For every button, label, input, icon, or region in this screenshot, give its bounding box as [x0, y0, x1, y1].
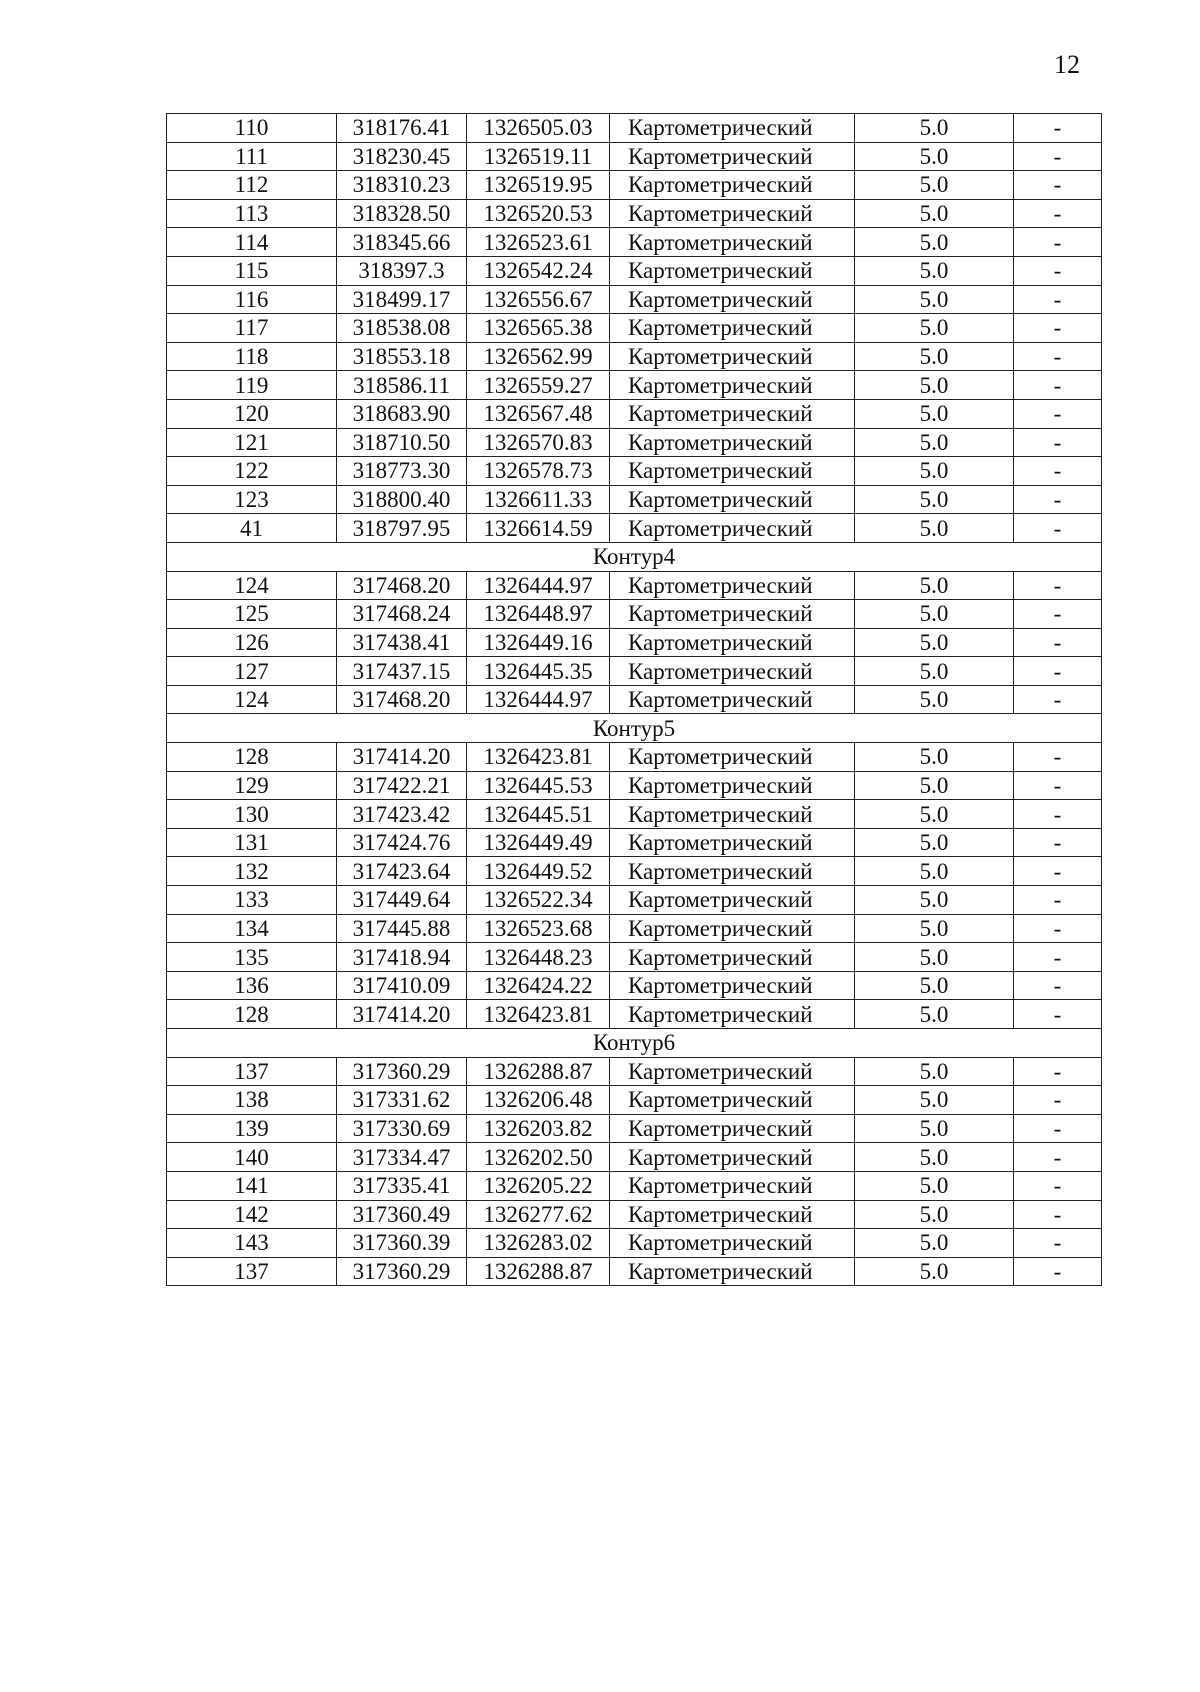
table-row	[167, 1114, 1102, 1143]
accuracy-cell: 5.0	[855, 1143, 1014, 1172]
point-number-cell: 130	[167, 800, 337, 829]
y-coordinate-cell: 1326445.35	[467, 657, 610, 686]
point-number-cell: 113	[167, 199, 337, 228]
x-coordinate-cell: 317410.09	[337, 971, 467, 1000]
x-coordinate-cell: 318176.41	[337, 114, 467, 143]
method-cell: Картометрический	[610, 256, 855, 285]
note-cell: -	[1014, 457, 1102, 486]
accuracy-cell: 5.0	[855, 457, 1014, 486]
accuracy-cell: 5.0	[855, 171, 1014, 200]
contour-title: Контур4	[167, 542, 1102, 571]
method-cell: Картометрический	[610, 457, 855, 486]
x-coordinate-cell: 317335.41	[337, 1171, 467, 1200]
table-row	[167, 914, 1102, 943]
x-coordinate-cell: 318328.50	[337, 199, 467, 228]
table-row	[167, 685, 1102, 714]
table-row	[167, 371, 1102, 400]
y-coordinate-cell: 1326519.95	[467, 171, 610, 200]
y-coordinate-cell: 1326505.03	[467, 114, 610, 143]
table-row	[167, 1257, 1102, 1286]
x-coordinate-cell: 318586.11	[337, 371, 467, 400]
accuracy-cell: 5.0	[855, 428, 1014, 457]
x-coordinate-cell: 318499.17	[337, 285, 467, 314]
accuracy-cell: 5.0	[855, 657, 1014, 686]
method-cell: Картометрический	[610, 657, 855, 686]
point-number-cell: 132	[167, 857, 337, 886]
table-row	[167, 943, 1102, 972]
accuracy-cell: 5.0	[855, 514, 1014, 543]
x-coordinate-cell: 317414.20	[337, 743, 467, 772]
x-coordinate-cell: 317438.41	[337, 628, 467, 657]
accuracy-cell: 5.0	[855, 199, 1014, 228]
accuracy-cell: 5.0	[855, 828, 1014, 857]
table-row	[167, 514, 1102, 543]
method-cell: Картометрический	[610, 1000, 855, 1029]
contour-header-row	[167, 1029, 1102, 1058]
note-cell: -	[1014, 800, 1102, 829]
y-coordinate-cell: 1326570.83	[467, 428, 610, 457]
accuracy-cell: 5.0	[855, 685, 1014, 714]
y-coordinate-cell: 1326556.67	[467, 285, 610, 314]
note-cell: -	[1014, 1086, 1102, 1115]
accuracy-cell: 5.0	[855, 1257, 1014, 1286]
coordinates-table-body	[167, 114, 1102, 1286]
note-cell: -	[1014, 114, 1102, 143]
accuracy-cell: 5.0	[855, 1086, 1014, 1115]
y-coordinate-cell: 1326520.53	[467, 199, 610, 228]
accuracy-cell: 5.0	[855, 771, 1014, 800]
table-row	[167, 114, 1102, 143]
y-coordinate-cell: 1326614.59	[467, 514, 610, 543]
x-coordinate-cell: 317468.24	[337, 600, 467, 629]
y-coordinate-cell: 1326449.49	[467, 828, 610, 857]
table-row	[167, 971, 1102, 1000]
note-cell: -	[1014, 628, 1102, 657]
note-cell: -	[1014, 1229, 1102, 1258]
note-cell: -	[1014, 828, 1102, 857]
x-coordinate-cell: 318230.45	[337, 142, 467, 171]
method-cell: Картометрический	[610, 142, 855, 171]
accuracy-cell: 5.0	[855, 914, 1014, 943]
y-coordinate-cell: 1326277.62	[467, 1200, 610, 1229]
point-number-cell: 142	[167, 1200, 337, 1229]
point-number-cell: 41	[167, 514, 337, 543]
table-row	[167, 399, 1102, 428]
method-cell: Картометрический	[610, 857, 855, 886]
y-coordinate-cell: 1326522.34	[467, 886, 610, 915]
method-cell: Картометрический	[610, 1143, 855, 1172]
accuracy-cell: 5.0	[855, 399, 1014, 428]
x-coordinate-cell: 317449.64	[337, 886, 467, 915]
y-coordinate-cell: 1326523.61	[467, 228, 610, 257]
x-coordinate-cell: 318797.95	[337, 514, 467, 543]
point-number-cell: 119	[167, 371, 337, 400]
note-cell: -	[1014, 1057, 1102, 1086]
contour-header-row	[167, 714, 1102, 743]
note-cell: -	[1014, 399, 1102, 428]
table-row	[167, 199, 1102, 228]
point-number-cell: 139	[167, 1114, 337, 1143]
point-number-cell: 117	[167, 314, 337, 343]
x-coordinate-cell: 318345.66	[337, 228, 467, 257]
accuracy-cell: 5.0	[855, 285, 1014, 314]
point-number-cell: 136	[167, 971, 337, 1000]
point-number-cell: 137	[167, 1257, 337, 1286]
x-coordinate-cell: 317334.47	[337, 1143, 467, 1172]
note-cell: -	[1014, 857, 1102, 886]
method-cell: Картометрический	[610, 771, 855, 800]
point-number-cell: 121	[167, 428, 337, 457]
method-cell: Картометрический	[610, 228, 855, 257]
note-cell: -	[1014, 256, 1102, 285]
accuracy-cell: 5.0	[855, 314, 1014, 343]
x-coordinate-cell: 317360.29	[337, 1057, 467, 1086]
method-cell: Картометрический	[610, 943, 855, 972]
table-row	[167, 256, 1102, 285]
x-coordinate-cell: 317423.64	[337, 857, 467, 886]
note-cell: -	[1014, 1200, 1102, 1229]
note-cell: -	[1014, 485, 1102, 514]
y-coordinate-cell: 1326206.48	[467, 1086, 610, 1115]
note-cell: -	[1014, 771, 1102, 800]
point-number-cell: 141	[167, 1171, 337, 1200]
point-number-cell: 138	[167, 1086, 337, 1115]
table-row	[167, 342, 1102, 371]
table-row	[167, 571, 1102, 600]
accuracy-cell: 5.0	[855, 1200, 1014, 1229]
table-row	[167, 857, 1102, 886]
table-row	[167, 1086, 1102, 1115]
y-coordinate-cell: 1326448.23	[467, 943, 610, 972]
table-row	[167, 428, 1102, 457]
method-cell: Картометрический	[610, 828, 855, 857]
x-coordinate-cell: 317437.15	[337, 657, 467, 686]
x-coordinate-cell: 317414.20	[337, 1000, 467, 1029]
note-cell: -	[1014, 943, 1102, 972]
note-cell: -	[1014, 886, 1102, 915]
point-number-cell: 122	[167, 457, 337, 486]
note-cell: -	[1014, 914, 1102, 943]
point-number-cell: 110	[167, 114, 337, 143]
y-coordinate-cell: 1326519.11	[467, 142, 610, 171]
x-coordinate-cell: 318800.40	[337, 485, 467, 514]
x-coordinate-cell: 318553.18	[337, 342, 467, 371]
x-coordinate-cell: 318710.50	[337, 428, 467, 457]
table-row	[167, 285, 1102, 314]
x-coordinate-cell: 317360.29	[337, 1257, 467, 1286]
note-cell: -	[1014, 600, 1102, 629]
accuracy-cell: 5.0	[855, 114, 1014, 143]
y-coordinate-cell: 1326559.27	[467, 371, 610, 400]
y-coordinate-cell: 1326448.97	[467, 600, 610, 629]
note-cell: -	[1014, 1143, 1102, 1172]
table-row	[167, 1143, 1102, 1172]
y-coordinate-cell: 1326424.22	[467, 971, 610, 1000]
method-cell: Картометрический	[610, 914, 855, 943]
page-number: 12	[1054, 50, 1080, 79]
accuracy-cell: 5.0	[855, 600, 1014, 629]
y-coordinate-cell: 1326202.50	[467, 1143, 610, 1172]
y-coordinate-cell: 1326288.87	[467, 1257, 610, 1286]
point-number-cell: 129	[167, 771, 337, 800]
y-coordinate-cell: 1326203.82	[467, 1114, 610, 1143]
accuracy-cell: 5.0	[855, 857, 1014, 886]
point-number-cell: 111	[167, 142, 337, 171]
table-row	[167, 800, 1102, 829]
point-number-cell: 137	[167, 1057, 337, 1086]
method-cell: Картометрический	[610, 1057, 855, 1086]
method-cell: Картометрический	[610, 971, 855, 1000]
method-cell: Картометрический	[610, 199, 855, 228]
y-coordinate-cell: 1326445.51	[467, 800, 610, 829]
x-coordinate-cell: 318310.23	[337, 171, 467, 200]
accuracy-cell: 5.0	[855, 886, 1014, 915]
method-cell: Картометрический	[610, 685, 855, 714]
contour-title: Контур5	[167, 714, 1102, 743]
table-row	[167, 886, 1102, 915]
table-row	[167, 228, 1102, 257]
table-row	[167, 743, 1102, 772]
point-number-cell: 140	[167, 1143, 337, 1172]
y-coordinate-cell: 1326562.99	[467, 342, 610, 371]
point-number-cell: 124	[167, 685, 337, 714]
table-row	[167, 771, 1102, 800]
accuracy-cell: 5.0	[855, 943, 1014, 972]
accuracy-cell: 5.0	[855, 571, 1014, 600]
y-coordinate-cell: 1326449.52	[467, 857, 610, 886]
method-cell: Картометрический	[610, 628, 855, 657]
method-cell: Картометрический	[610, 399, 855, 428]
table-row	[167, 628, 1102, 657]
point-number-cell: 126	[167, 628, 337, 657]
coordinates-table	[166, 113, 1102, 1286]
y-coordinate-cell: 1326611.33	[467, 485, 610, 514]
y-coordinate-cell: 1326283.02	[467, 1229, 610, 1258]
table-row	[167, 1171, 1102, 1200]
x-coordinate-cell: 317445.88	[337, 914, 467, 943]
note-cell: -	[1014, 1257, 1102, 1286]
method-cell: Картометрический	[610, 342, 855, 371]
contour-header-row	[167, 542, 1102, 571]
table-row	[167, 314, 1102, 343]
x-coordinate-cell: 317360.49	[337, 1200, 467, 1229]
accuracy-cell: 5.0	[855, 743, 1014, 772]
accuracy-cell: 5.0	[855, 228, 1014, 257]
table-row	[167, 600, 1102, 629]
point-number-cell: 128	[167, 743, 337, 772]
y-coordinate-cell: 1326542.24	[467, 256, 610, 285]
x-coordinate-cell: 317468.20	[337, 571, 467, 600]
method-cell: Картометрический	[610, 800, 855, 829]
accuracy-cell: 5.0	[855, 628, 1014, 657]
x-coordinate-cell: 318773.30	[337, 457, 467, 486]
table-row	[167, 485, 1102, 514]
y-coordinate-cell: 1326444.97	[467, 685, 610, 714]
point-number-cell: 115	[167, 256, 337, 285]
table-row	[167, 1200, 1102, 1229]
y-coordinate-cell: 1326523.68	[467, 914, 610, 943]
accuracy-cell: 5.0	[855, 800, 1014, 829]
y-coordinate-cell: 1326423.81	[467, 743, 610, 772]
note-cell: -	[1014, 285, 1102, 314]
x-coordinate-cell: 318538.08	[337, 314, 467, 343]
y-coordinate-cell: 1326205.22	[467, 1171, 610, 1200]
point-number-cell: 125	[167, 600, 337, 629]
method-cell: Картометрический	[610, 600, 855, 629]
note-cell: -	[1014, 514, 1102, 543]
x-coordinate-cell: 317468.20	[337, 685, 467, 714]
x-coordinate-cell: 318683.90	[337, 399, 467, 428]
point-number-cell: 127	[167, 657, 337, 686]
accuracy-cell: 5.0	[855, 342, 1014, 371]
table-row	[167, 1000, 1102, 1029]
table-row	[167, 457, 1102, 486]
method-cell: Картометрический	[610, 285, 855, 314]
accuracy-cell: 5.0	[855, 142, 1014, 171]
table-row	[167, 828, 1102, 857]
method-cell: Картометрический	[610, 571, 855, 600]
note-cell: -	[1014, 199, 1102, 228]
note-cell: -	[1014, 971, 1102, 1000]
note-cell: -	[1014, 228, 1102, 257]
point-number-cell: 135	[167, 943, 337, 972]
method-cell: Картометрический	[610, 314, 855, 343]
note-cell: -	[1014, 342, 1102, 371]
note-cell: -	[1014, 1114, 1102, 1143]
point-number-cell: 128	[167, 1000, 337, 1029]
point-number-cell: 112	[167, 171, 337, 200]
method-cell: Картометрический	[610, 1171, 855, 1200]
point-number-cell: 114	[167, 228, 337, 257]
x-coordinate-cell: 317424.76	[337, 828, 467, 857]
note-cell: -	[1014, 142, 1102, 171]
accuracy-cell: 5.0	[855, 971, 1014, 1000]
method-cell: Картометрический	[610, 1229, 855, 1258]
note-cell: -	[1014, 657, 1102, 686]
accuracy-cell: 5.0	[855, 1057, 1014, 1086]
point-number-cell: 134	[167, 914, 337, 943]
accuracy-cell: 5.0	[855, 256, 1014, 285]
accuracy-cell: 5.0	[855, 1000, 1014, 1029]
method-cell: Картометрический	[610, 514, 855, 543]
note-cell: -	[1014, 314, 1102, 343]
note-cell: -	[1014, 1171, 1102, 1200]
point-number-cell: 118	[167, 342, 337, 371]
note-cell: -	[1014, 743, 1102, 772]
method-cell: Картометрический	[610, 886, 855, 915]
note-cell: -	[1014, 171, 1102, 200]
y-coordinate-cell: 1326567.48	[467, 399, 610, 428]
y-coordinate-cell: 1326288.87	[467, 1057, 610, 1086]
accuracy-cell: 5.0	[855, 1114, 1014, 1143]
table-row	[167, 1057, 1102, 1086]
point-number-cell: 116	[167, 285, 337, 314]
x-coordinate-cell: 318397.3	[337, 256, 467, 285]
x-coordinate-cell: 317330.69	[337, 1114, 467, 1143]
accuracy-cell: 5.0	[855, 1229, 1014, 1258]
point-number-cell: 131	[167, 828, 337, 857]
method-cell: Картометрический	[610, 743, 855, 772]
method-cell: Картометрический	[610, 1086, 855, 1115]
accuracy-cell: 5.0	[855, 1171, 1014, 1200]
note-cell: -	[1014, 428, 1102, 457]
note-cell: -	[1014, 685, 1102, 714]
point-number-cell: 143	[167, 1229, 337, 1258]
method-cell: Картометрический	[610, 171, 855, 200]
accuracy-cell: 5.0	[855, 485, 1014, 514]
point-number-cell: 133	[167, 886, 337, 915]
point-number-cell: 123	[167, 485, 337, 514]
note-cell: -	[1014, 571, 1102, 600]
table-row	[167, 1229, 1102, 1258]
x-coordinate-cell: 317331.62	[337, 1086, 467, 1115]
accuracy-cell: 5.0	[855, 371, 1014, 400]
x-coordinate-cell: 317418.94	[337, 943, 467, 972]
y-coordinate-cell: 1326445.53	[467, 771, 610, 800]
x-coordinate-cell: 317360.39	[337, 1229, 467, 1258]
y-coordinate-cell: 1326449.16	[467, 628, 610, 657]
note-cell: -	[1014, 1000, 1102, 1029]
method-cell: Картометрический	[610, 114, 855, 143]
y-coordinate-cell: 1326565.38	[467, 314, 610, 343]
x-coordinate-cell: 317423.42	[337, 800, 467, 829]
method-cell: Картометрический	[610, 1257, 855, 1286]
y-coordinate-cell: 1326444.97	[467, 571, 610, 600]
table-row	[167, 657, 1102, 686]
method-cell: Картометрический	[610, 1200, 855, 1229]
method-cell: Картометрический	[610, 428, 855, 457]
x-coordinate-cell: 317422.21	[337, 771, 467, 800]
method-cell: Картометрический	[610, 1114, 855, 1143]
method-cell: Картометрический	[610, 485, 855, 514]
table-row	[167, 142, 1102, 171]
y-coordinate-cell: 1326578.73	[467, 457, 610, 486]
contour-title: Контур6	[167, 1029, 1102, 1058]
point-number-cell: 120	[167, 399, 337, 428]
point-number-cell: 124	[167, 571, 337, 600]
y-coordinate-cell: 1326423.81	[467, 1000, 610, 1029]
method-cell: Картометрический	[610, 371, 855, 400]
note-cell: -	[1014, 371, 1102, 400]
table-row	[167, 171, 1102, 200]
